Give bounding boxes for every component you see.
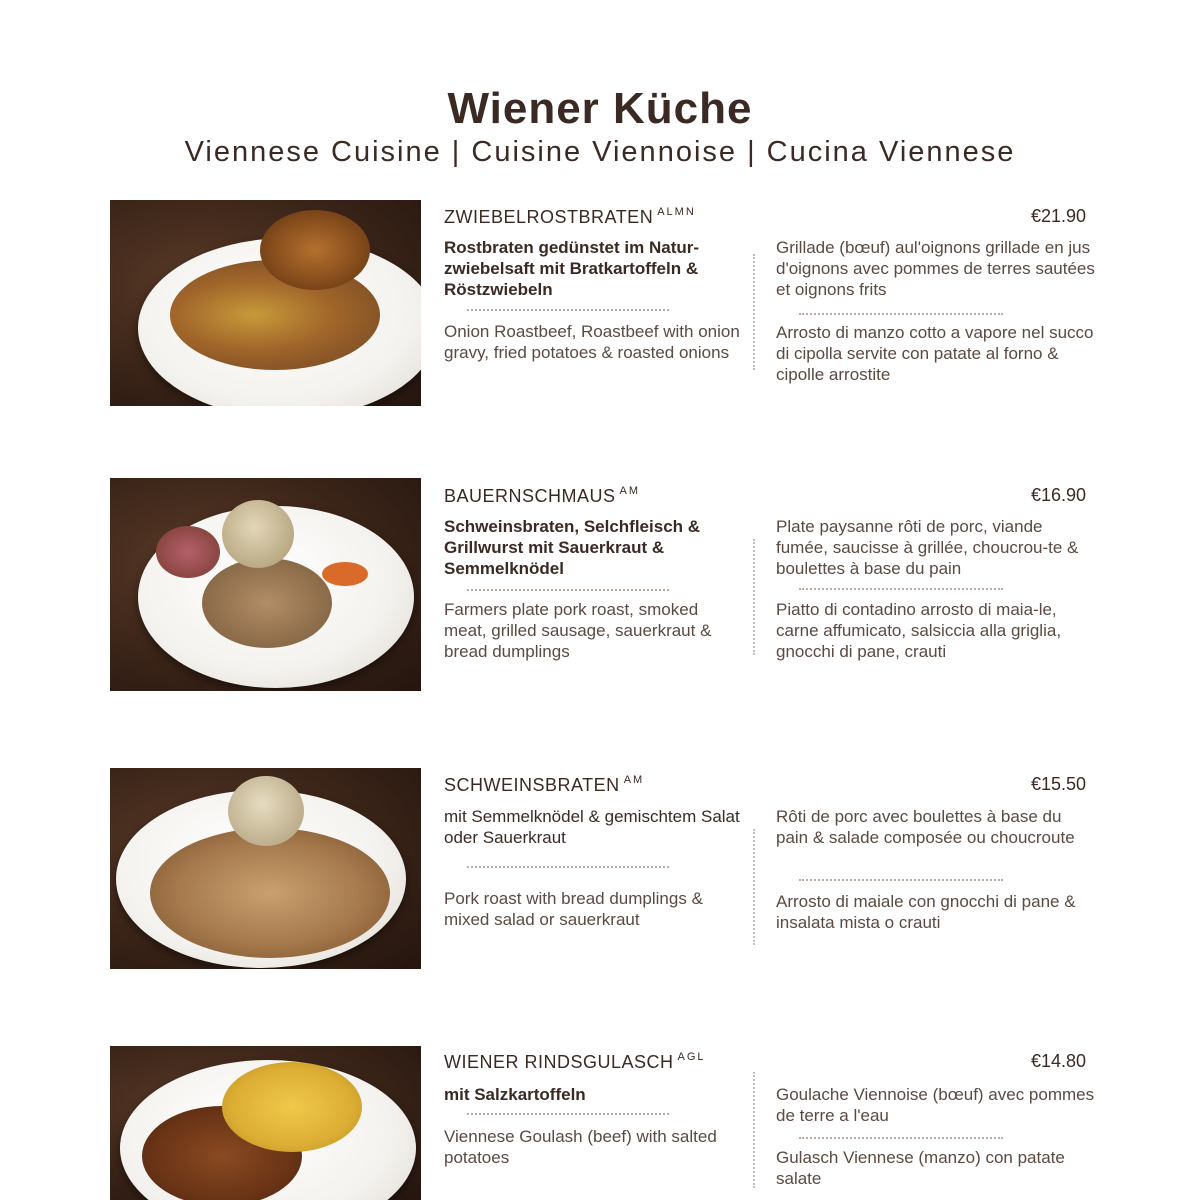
description-fr: Rôti de porc avec boulettes à base du pain & salade composée ou choucroute xyxy=(776,807,1075,847)
divider xyxy=(467,1113,669,1115)
dish-price: €15.50 xyxy=(1030,774,1086,794)
allergen-codes: AM xyxy=(623,774,645,786)
description-it: Piatto di contadino arrosto di maia-le, carne affumicato, salsiccia alla griglia, gnocchi di pane, crauti xyxy=(776,600,1062,661)
page-subtitle: Viennese Cuisine | Cuisine Viennoise | Cucina Viennese xyxy=(184,136,1016,168)
dish-price: €14.80 xyxy=(1030,1051,1086,1071)
dish-photo xyxy=(110,200,421,406)
page-title: Wiener Küche xyxy=(447,84,753,133)
description-fr: Grillade (bœuf) aul'oignons grillade en jus d'oignons avec pommes de terres sautées et oignons frits xyxy=(776,238,1095,299)
divider xyxy=(799,313,1003,315)
description-en: Viennese Goulash (beef) with salted potatoes xyxy=(444,1127,717,1167)
allergen-codes: ALMN xyxy=(657,206,696,218)
description-it: Arrosto di maiale con gnocchi di pane & insalata mista o crauti xyxy=(776,892,1076,932)
description-de: mit Semmelknödel & gemischtem Salat oder Sauerkraut xyxy=(444,807,740,847)
dish-photo xyxy=(110,768,421,969)
description-it: Gulasch Viennese (manzo) con patate salate xyxy=(776,1148,1065,1188)
dish-photo xyxy=(110,1046,421,1200)
dish-photo xyxy=(110,478,421,691)
dish-price: €16.90 xyxy=(1030,485,1086,505)
divider xyxy=(467,866,669,868)
description-en: Onion Roastbeef, Roastbeef with onion gravy, fried potatoes & roasted onions xyxy=(444,322,740,362)
allergen-codes: AM xyxy=(619,485,641,497)
description-en: Pork roast with bread dumplings & mixed salad or sauerkraut xyxy=(444,889,703,929)
description-de: Schweinsbraten, Selchfleisch & Grillwurst mit Sauerkraut & Semmelknödel xyxy=(444,517,701,578)
description-de: Rostbraten gedünstet im Natur-zwiebelsaft mit Bratkartoffeln & Röstzwiebeln xyxy=(444,238,700,299)
dish-name: WIENER RINDSGULASCH $^{AGL}$ xyxy=(444,1051,706,1072)
description-it: Arrosto di manzo cotto a vapore nel succo di cipolla servite con patate al forno & cipolle arrostite xyxy=(776,323,1094,384)
description-de: mit Salzkartoffeln xyxy=(444,1085,586,1104)
column-divider xyxy=(753,254,755,370)
dish-name: SCHWEINSBRATEN $^{AM}$ xyxy=(444,774,645,795)
description-fr: Plate paysanne rôti de porc, viande fumée, saucisse à grillée, choucrou-te & boulettes à base du pain xyxy=(776,517,1079,578)
dish-name: ZWIEBELROSTBRATEN $^{ALMN}$ xyxy=(444,206,696,227)
column-divider xyxy=(753,829,755,945)
dish-price: €21.90 xyxy=(1030,206,1086,226)
divider xyxy=(467,309,669,311)
column-divider xyxy=(753,1072,755,1188)
column-divider xyxy=(753,539,755,655)
divider xyxy=(799,879,1003,881)
divider xyxy=(799,1137,1003,1139)
allergen-codes: AGL xyxy=(677,1051,706,1063)
divider xyxy=(799,588,1003,590)
description-en: Farmers plate pork roast, smoked meat, grilled sausage, sauerkraut & bread dumplings xyxy=(444,600,712,661)
dish-name: BAUERNSCHMAUS $^{AM}$ xyxy=(444,485,641,506)
divider xyxy=(467,589,669,591)
description-fr: Goulache Viennoise (bœuf) avec pommes de terre a l'eau xyxy=(776,1085,1095,1125)
